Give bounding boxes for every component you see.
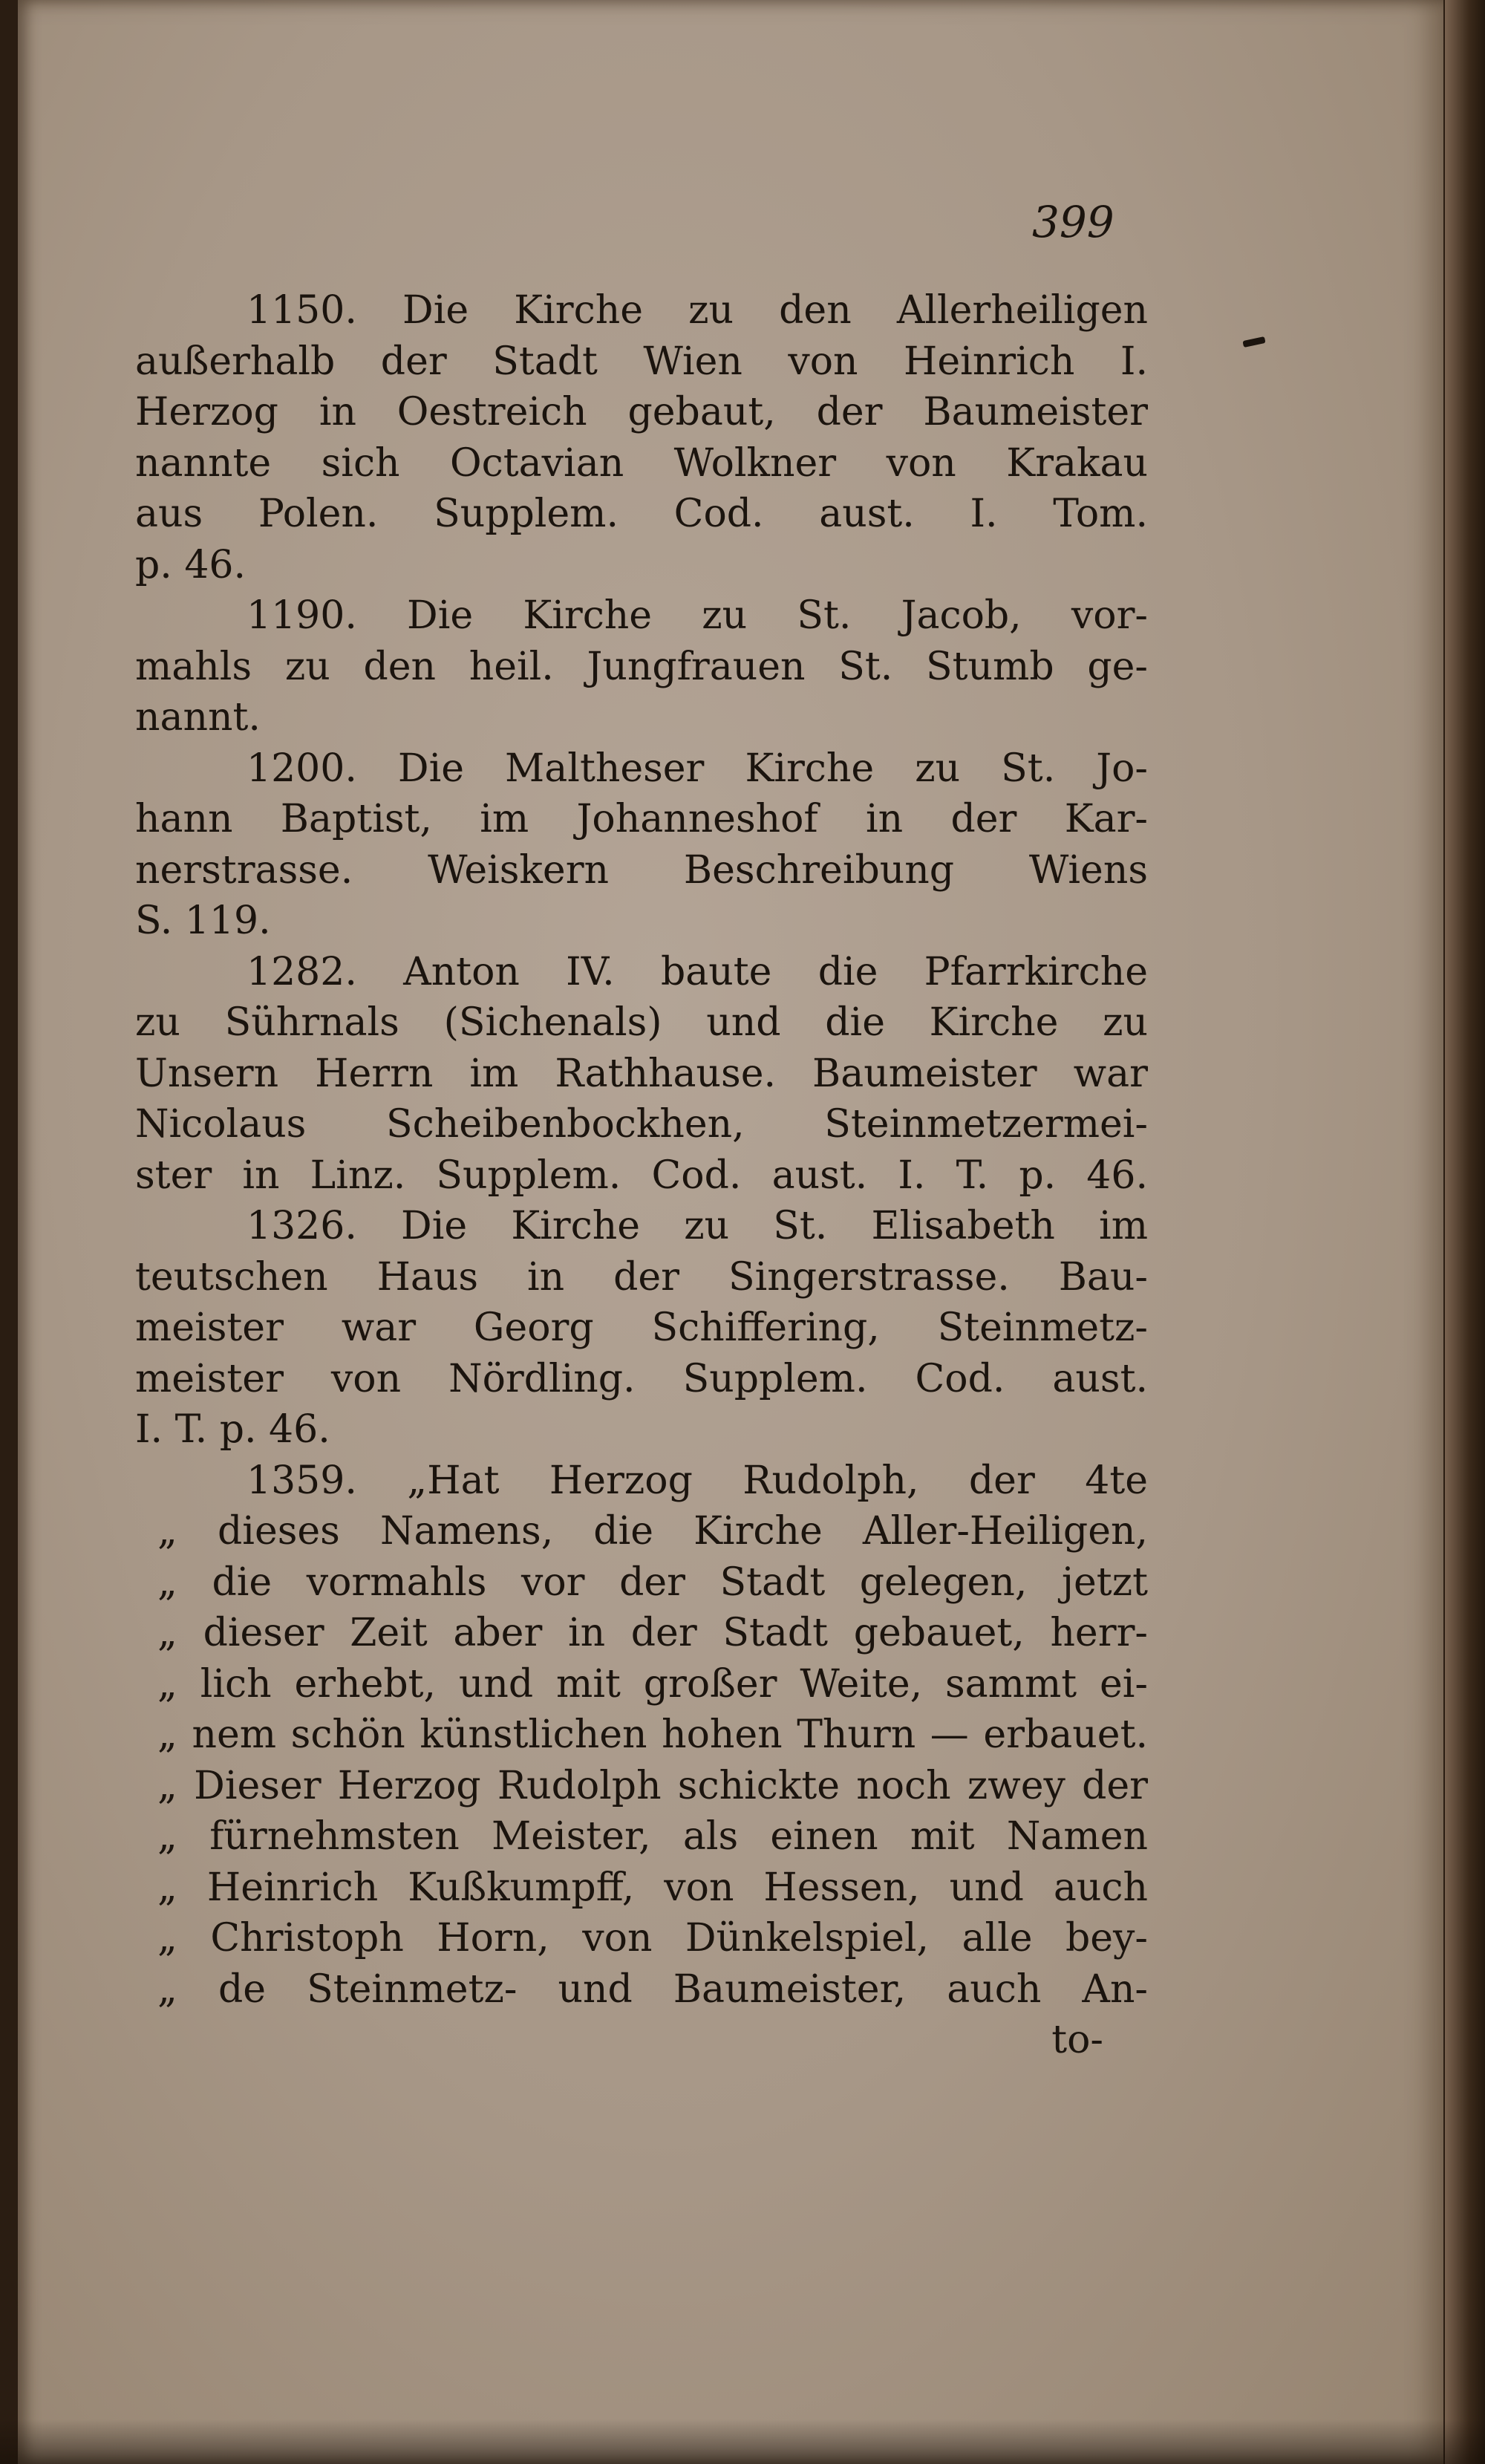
text-line: 1190. Die Kirche zu St. Jacob, vor- <box>247 593 1148 638</box>
text-line: p. 46. <box>135 542 247 587</box>
text-line: außerhalb der Stadt Wien von Heinrich I. <box>135 339 1148 384</box>
text-line: „ fürnehmsten Meister, als einen mit Namen <box>157 1814 1148 1859</box>
text-line: nannt. <box>135 695 261 740</box>
page-number: 399 <box>1032 197 1114 247</box>
text-line: mahls zu den heil. Jungfrauen St. Stumb ge- <box>135 644 1148 689</box>
text-line: „ dieser Zeit aber in der Stadt gebauet, herr- <box>157 1611 1148 1655</box>
bottom-shadow <box>0 2419 1485 2464</box>
text-line: 1359. „Hat Herzog Rudolph, der 4te <box>247 1458 1148 1503</box>
text-block <box>135 285 1148 2066</box>
text-line: „ die vormahls vor der Stadt gelegen, jetzt <box>157 1559 1148 1605</box>
text-line: hann Baptist, im Johanneshof in der Kar- <box>135 797 1148 841</box>
catchword: to- <box>1051 2018 1103 2062</box>
text-line: teutschen Haus in der Singerstrasse. Bau- <box>135 1254 1148 1300</box>
text-line: „ Christoph Horn, von Dünkelspiel, alle bey- <box>157 1916 1148 1961</box>
text-line: 1326. Die Kirche zu St. Elisabeth im <box>247 1204 1148 1248</box>
text-line: meister von Nördling. Supplem. Cod. aust. <box>135 1356 1148 1401</box>
text-line: „ Heinrich Kußkumpff, von Hessen, und auch <box>157 1865 1148 1910</box>
text-line: zu Sührnals (Sichenals) und die Kirche zu <box>135 1000 1148 1045</box>
page-leaf <box>18 0 1443 2464</box>
text-line: nannte sich Octavian Wolkner von Krakau <box>135 440 1148 486</box>
text-line: ster in Linz. Supplem. Cod. aust. I. T. p. 46. <box>135 1153 1148 1198</box>
text-line: „ nem schön künstlichen hohen Thurn — erbauet. <box>157 1712 1148 1757</box>
text-line: Nicolaus Scheibenbockhen, Steinmetzermei- <box>135 1102 1148 1147</box>
text-line: 1150. Die Kirche zu den Allerheiligen <box>247 288 1148 333</box>
text-line: S. 119. <box>135 899 271 943</box>
text-line: I. T. p. 46. <box>135 1407 330 1452</box>
text-line: 1282. Anton IV. baute die Pfarrkirche <box>247 949 1148 994</box>
text-line: „ lich erhebt, und mit großer Weite, sammt ei- <box>157 1661 1148 1707</box>
text-line: aus Polen. Supplem. Cod. aust. I. Tom. <box>135 492 1148 536</box>
text-line: 1200. Die Maltheser Kirche zu St. Jo- <box>247 746 1148 791</box>
text-line: nerstrasse. Weiskern Beschreibung Wiens <box>135 847 1148 893</box>
text-line: Herzog in Oestreich gebaut, der Baumeister <box>135 390 1148 434</box>
page-fore-edge <box>1445 0 1485 2464</box>
text-line: meister war Georg Schiffering, Steinmetz- <box>135 1306 1148 1350</box>
text-line: „ dieses Namens, die Kirche Aller-Heiligen, <box>157 1509 1148 1554</box>
text-line: „ de Steinmetz- und Baumeister, auch An- <box>157 1966 1148 2012</box>
text-line: Unsern Herrn im Rathhause. Baumeister war <box>135 1051 1148 1096</box>
text-line: „ Dieser Herzog Rudolph schickte noch zwey der <box>157 1763 1148 1808</box>
